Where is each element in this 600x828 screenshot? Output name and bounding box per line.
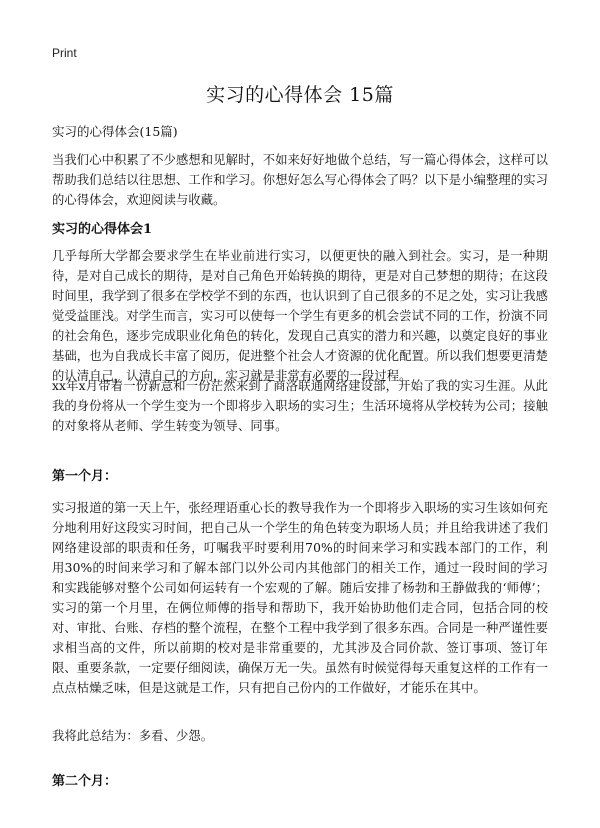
intro-paragraph: 当我们心中积累了不少感想和见解时，不如来好好地做个总结，写一篇心得体会，这样可以帮助我们总结以往思想、工作和学习。你想好怎么写心得体会了吗？以下是小编整理的实习的心得体会，欢迎阅读与收藏。 [52,153,548,207]
document-title: 实习的心得体会 15篇 [206,84,394,106]
month1-paragraph-2: 我将此总结为：多看、少怨。 [52,729,214,743]
print-label[interactable]: Print [52,46,77,60]
document-subtitle: 实习的心得体会(15篇) [52,124,178,139]
month1-heading: 第一个月： [52,469,118,484]
month2-heading: 第二个月： [52,774,118,789]
section1-paragraph-2: xx年x月带着一份新意和一份茫然来到了商洛联通网络建设部，开始了我的实习生涯。从此我的身份将从一个学生变为一个即将步入职场的实习生；生活环境将从学校转为公司；接触的对象将从老师、学生转变为领导、同事。 [52,379,548,433]
section-heading-1: 实习的心得体会1 [52,222,153,237]
section1-paragraph-1: 几乎每所大学都会要求学生在毕业前进行实习，以便更快的融入到社会。实习，是一种期待，是对自己成长的期待，是对自己角色开始转换的期待，更是对自己梦想的期待；在这段时间里，我学到了很多在学校学不到的东西，也认识到了自己很多的不足之处，实习让我感觉受益匪浅。对学生而言，实习可以使每一个学生有更多的机会尝试不同的工作，扮演不同的社会角色，逐步完成职业化角色的转化，发现自己真实的潜力和兴趣，以奠定良好的事业基础，也为自我成长丰富了阅历，促进整个社会人才资源的优化配置。所以我们想要更清楚的认清自己，认清自己的方向，实习就是非常有必要的一段过程。 [52,249,548,383]
month1-paragraph-1: 实习报道的第一天上午，张经理语重心长的教导我作为一个即将步入职场的实习生该如何充分地利用好这段实习时间，把自己从一个学生的角色转变为职场人员；并且给我讲述了我们网络建设部的职责和任务，叮嘱我平时要利用70%的时间来学习和实践本部门的工作，利用30%的时间来学习和了解本部门以外公司内其他部门的相关工作，通过一段时间的学习和实践能够对整个公司如何运转有一个宏观的了解。随后安排了杨勃和王静做我的‘师傅’；实习的第一个月里，在俩位师傅的指导和帮助下，我开始协助他们走合同，包括合同的校对、审批、台账、存档的整个流程，在整个工程中我学到了很多东西。合同是一种严谨性要求相当高的文件，所以前期的校对是非常重要的，尤其涉及合同价款、签订事项、签订年限、重要条款，一定要仔细阅读，确保万无一失。虽然有时候觉得每天重复这样的工作有一点点枯燥乏味，但是这就是工作，只有把自己份内的工作做好，才能乐在其中。 [52,501,548,695]
